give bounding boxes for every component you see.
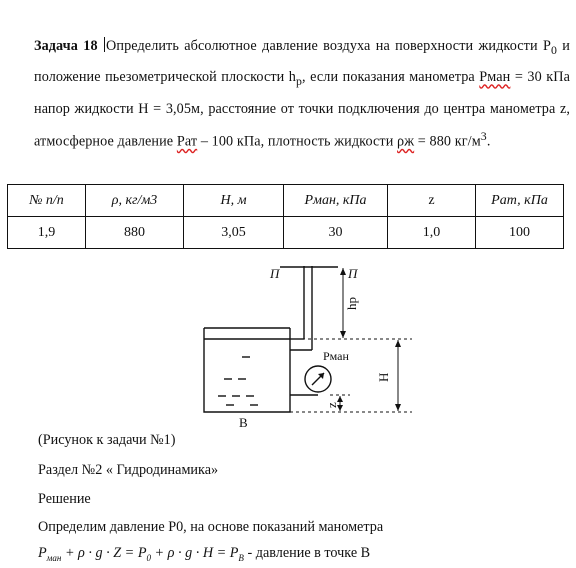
- plane-label-left: П: [270, 266, 280, 281]
- pat-term: Pат: [176, 134, 198, 151]
- table-header-row: [8, 185, 564, 217]
- rho-term: ρж: [397, 134, 415, 151]
- pressure-equation: $P_{ман} + \rho \cdot g \cdot Z = P_0 + \rho \cdot g \cdot H = P_B$ - давление в точке B: [38, 545, 371, 563]
- table-header: № п/п: [8, 185, 86, 217]
- tank-diagram: [190, 260, 430, 432]
- table-cell: 100: [476, 217, 564, 249]
- table-header: Pат, кПа: [476, 185, 564, 217]
- tank-outline: [204, 328, 290, 412]
- table-cell: 880: [86, 217, 184, 249]
- z-label: z: [324, 402, 339, 408]
- table-header: ρ, кг/м3: [86, 185, 184, 217]
- table-cell: 1,9: [8, 217, 86, 249]
- problem-heading: Задача 18: [34, 38, 98, 54]
- H-label: H: [376, 372, 391, 382]
- table-header: Pман, кПа: [284, 185, 388, 217]
- pman-label: Pман: [323, 349, 349, 363]
- solution-heading: Решение: [38, 491, 91, 507]
- text-cursor: [104, 37, 105, 52]
- table-cell: 1,0: [388, 217, 476, 249]
- table-cell: 3,05: [184, 217, 284, 249]
- point-B-label: B: [239, 415, 248, 430]
- pman-term: Pман: [479, 69, 511, 86]
- hp-label: hp: [344, 297, 359, 310]
- section-title: Раздел №2 « Гидродинамика»: [38, 462, 219, 478]
- problem-statement: Задача 18 Определить абсолютное давление воздуха на поверхности жидкости $P_0$ и положение пьезометрической плоскости $h_p$, если показания манометра Pман = 30 кПа напор жидкости H = 3,05м, расстояние от точки подключения до центра манометра z, атмосферное давление Pат – 100 кПа, плотность жидкости ρж = 880 $кг/м^3$.: [34, 38, 570, 151]
- parameters-table: [7, 184, 564, 249]
- solution-step: Определим давление P0, на основе показаний манометра: [38, 519, 384, 535]
- table-cell: 30: [284, 217, 388, 249]
- figure-caption: (Рисунок к задачи №1): [38, 432, 176, 448]
- table-header: z: [388, 185, 476, 217]
- table-header: H, м: [184, 185, 284, 217]
- table-row: [8, 217, 564, 249]
- plane-label-right: П: [348, 266, 358, 281]
